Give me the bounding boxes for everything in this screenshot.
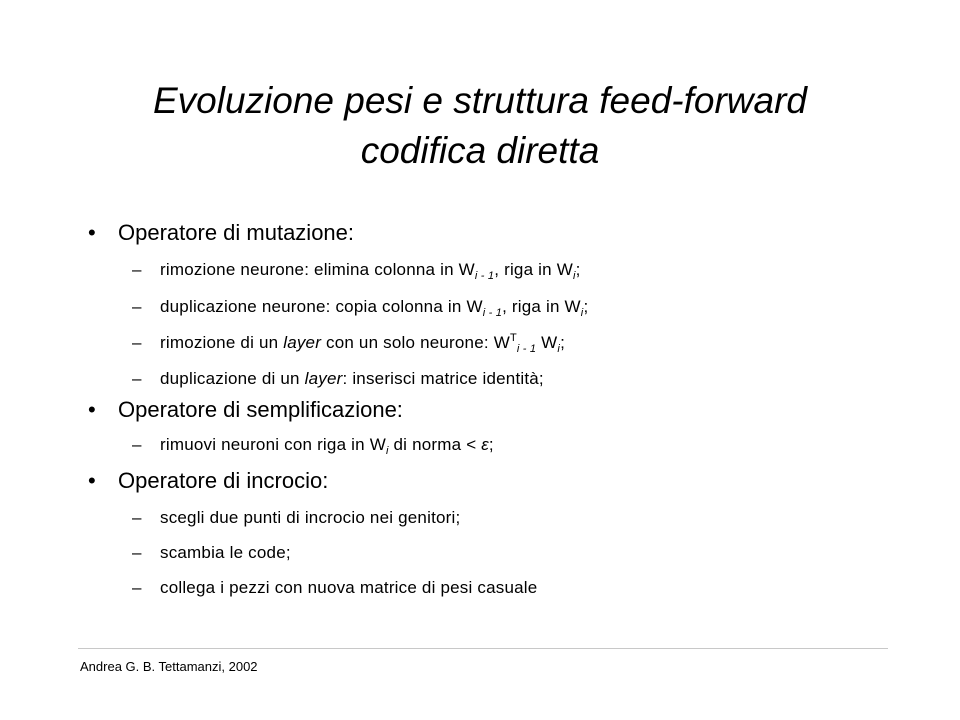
text-part: duplicazione di un bbox=[160, 369, 305, 388]
text-part: ; bbox=[560, 333, 565, 352]
dash-icon: – bbox=[132, 260, 142, 279]
sub-item-join-pieces bbox=[132, 577, 537, 599]
subscript: i bbox=[557, 343, 561, 355]
dash-icon: – bbox=[132, 578, 142, 597]
text-part: scambia le code; bbox=[160, 543, 291, 562]
text-part-italic: layer bbox=[283, 333, 322, 352]
dash-icon: – bbox=[132, 297, 142, 316]
text-part: duplicazione neurone: copia colonna in W bbox=[160, 297, 483, 316]
bullet-text: Operatore di mutazione: bbox=[118, 220, 355, 245]
epsilon-symbol: ε bbox=[481, 435, 489, 454]
text-part: W bbox=[536, 333, 558, 352]
dash-icon: – bbox=[132, 435, 142, 454]
text-part: ; bbox=[575, 260, 581, 279]
text-part: ; bbox=[583, 297, 589, 316]
bullet-icon: • bbox=[88, 397, 96, 422]
bullet-icon: • bbox=[88, 468, 96, 493]
text-part: rimozione di un bbox=[160, 333, 284, 352]
footer-divider bbox=[78, 648, 888, 649]
subscript: i - 1 bbox=[474, 270, 495, 282]
bullet-text: Operatore di semplificazione: bbox=[118, 397, 403, 422]
dash-icon: – bbox=[132, 369, 142, 388]
text-part-italic: layer bbox=[304, 369, 343, 388]
sub-item-duplicate-layer bbox=[132, 368, 544, 390]
dash-icon: – bbox=[132, 508, 142, 527]
dash-icon: – bbox=[132, 543, 142, 562]
text-part: scegli due punti di incrocio nei genitori; bbox=[160, 508, 461, 527]
bullet-item-simplification bbox=[88, 397, 403, 423]
text-part: , riga in W bbox=[494, 260, 573, 279]
subscript: i bbox=[572, 270, 576, 282]
text-part: : inserisci matrice identità; bbox=[342, 369, 544, 388]
text-part: di norma < bbox=[388, 435, 482, 454]
dash-icon: – bbox=[132, 333, 142, 352]
footer-author: Andrea G. B. Tettamanzi, 2002 bbox=[80, 659, 258, 674]
text-part: , riga in W bbox=[502, 297, 581, 316]
subscript: i bbox=[580, 307, 584, 319]
text-part: collega i pezzi con nuova matrice di pesi casuale bbox=[160, 578, 538, 597]
text-part: con un solo neurone: W bbox=[321, 333, 510, 352]
sub-item-choose-points bbox=[132, 507, 460, 529]
sub-item-duplicate-neuron bbox=[132, 296, 588, 318]
superscript: T bbox=[509, 332, 517, 344]
bullet-icon: • bbox=[88, 220, 96, 245]
sub-item-remove-neuron bbox=[132, 259, 581, 281]
title-line-1: Evoluzione pesi e struttura feed-forward bbox=[152, 80, 807, 121]
bullet-text: Operatore di incrocio: bbox=[118, 468, 329, 493]
sub-item-remove-layer bbox=[132, 332, 565, 354]
subscript: i bbox=[385, 445, 389, 457]
title-line-2: codifica diretta bbox=[360, 130, 600, 171]
sub-item-remove-neurons-norm bbox=[132, 434, 494, 456]
text-part: ; bbox=[488, 435, 494, 454]
subscript: i - 1 bbox=[482, 307, 503, 319]
text-part: rimozione neurone: elimina colonna in W bbox=[160, 260, 475, 279]
bullet-item-crossover bbox=[88, 468, 328, 494]
sub-item-swap-tails bbox=[132, 542, 291, 564]
text-part: rimuovi neuroni con riga in W bbox=[160, 435, 386, 454]
bullet-item-mutation bbox=[88, 220, 354, 246]
subscript: i - 1 bbox=[516, 343, 537, 355]
